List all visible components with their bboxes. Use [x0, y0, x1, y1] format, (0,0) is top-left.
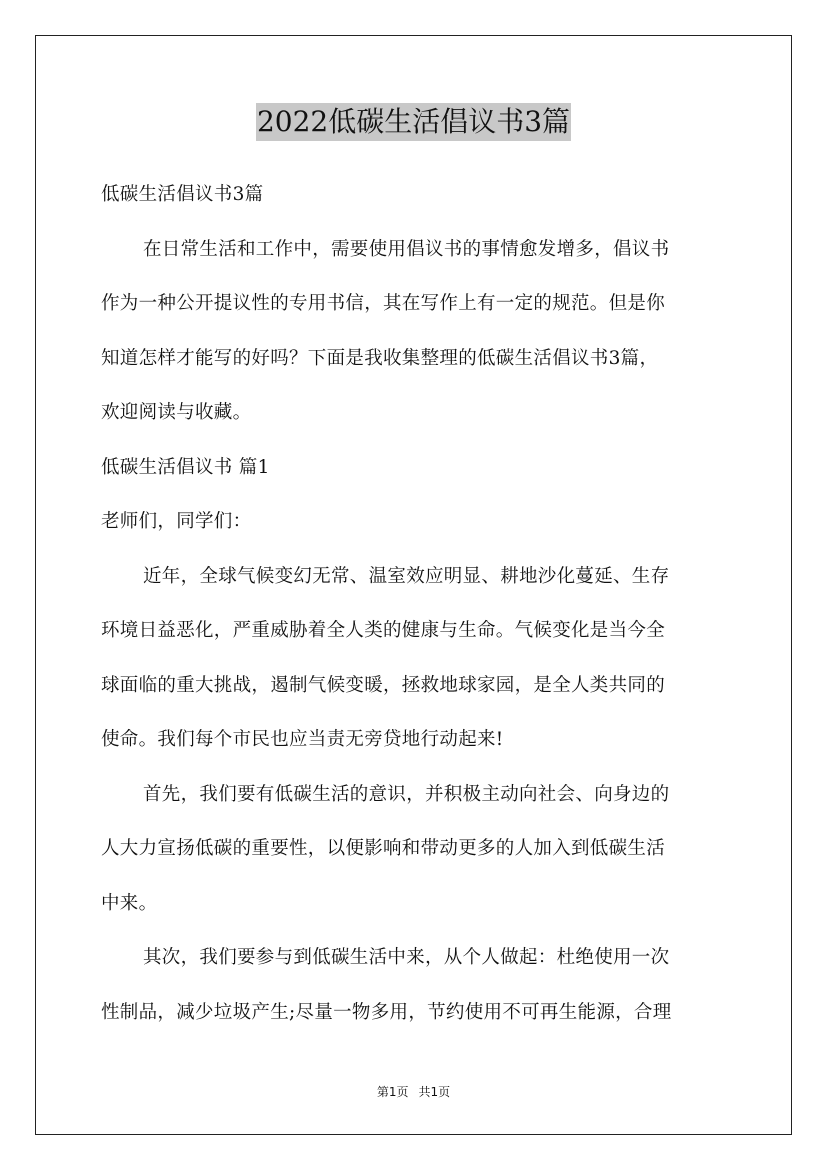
page-total: 共1页 — [418, 1085, 451, 1099]
body-line: 近年，全球气候变幻无常、温室效应明显、耕地沙化蔓延、生存 — [143, 565, 670, 587]
body-line: 在日常生活和工作中，需要使用倡议书的事情愈发增多，倡议书 — [143, 238, 670, 260]
body-line: 环境日益恶化，严重威胁着全人类的健康与生命。气候变化是当今全 — [101, 620, 666, 641]
body-line: 低碳生活倡议书3篇 — [101, 184, 264, 205]
document-title: 2022低碳生活倡议书3篇 — [256, 103, 571, 141]
body-line: 欢迎阅读与收藏。 — [101, 402, 252, 423]
title-container — [0, 103, 827, 141]
page-number: 第1页 — [376, 1085, 409, 1099]
body-line: 知道怎样才能写的好吗？下面是我收集整理的低碳生活倡议书3篇， — [101, 347, 659, 369]
body-line: 其次，我们要参与到低碳生活中来，从个人做起：杜绝使用一次 — [143, 947, 670, 968]
body-line: 作为一种公开提议性的专用书信，其在写作上有一定的规范。但是你 — [101, 293, 666, 314]
page-footer — [0, 1083, 827, 1100]
body-line: 性制品，减少垃圾产生;尽量一物多用，节约使用不可再生能源，合理 — [101, 1001, 672, 1023]
body-line: 使命。我们每个市民也应当责无旁贷地行动起来! — [101, 729, 504, 750]
salutation: 老师们，同学们： — [101, 511, 252, 532]
section-heading: 低碳生活倡议书 篇1 — [101, 456, 270, 478]
body-line: 中来。 — [101, 892, 158, 914]
body-line: 人大力宣扬低碳的重要性，以便影响和带动更多的人加入到低碳生活 — [101, 838, 666, 859]
document-body — [101, 172, 727, 1044]
body-line: 首先，我们要有低碳生活的意识，并积极主动向社会、向身边的 — [143, 783, 670, 805]
body-line: 球面临的重大挑战，遏制气候变暖，拯救地球家园，是全人类共同的 — [101, 674, 666, 696]
